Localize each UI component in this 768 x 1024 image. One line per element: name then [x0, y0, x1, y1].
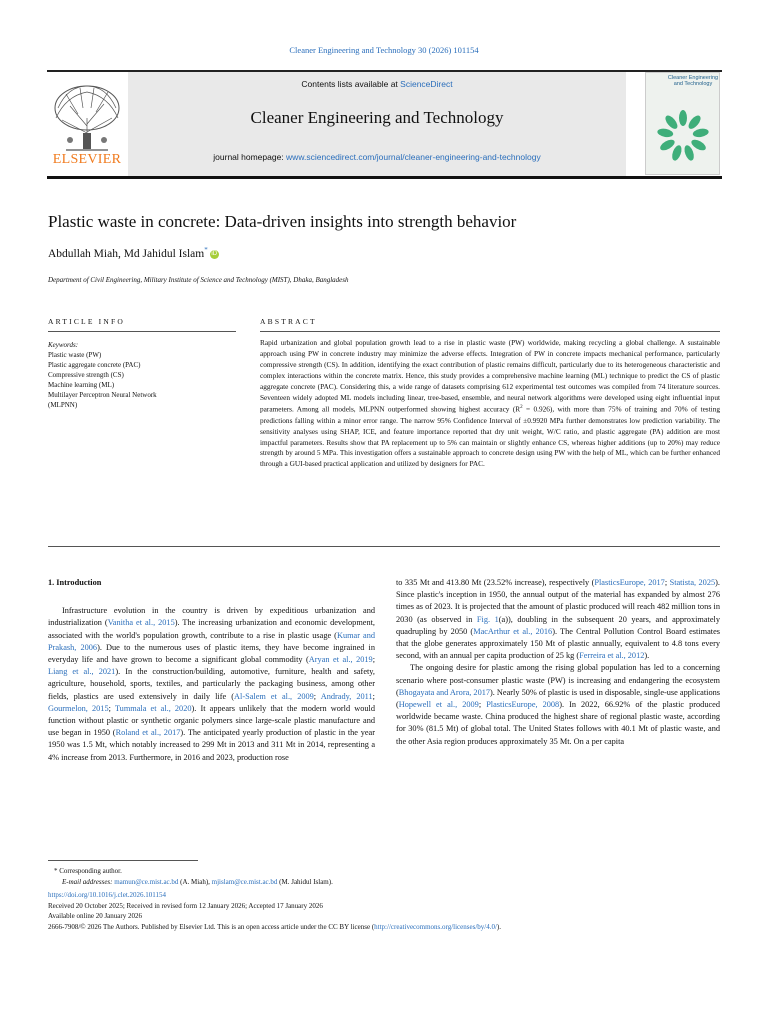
abstract-text — [260, 338, 720, 470]
citation-link[interactable]: Aryan et al., 2019 — [308, 655, 373, 665]
divider — [260, 331, 720, 332]
paragraph-text: (a)), doubling in the subsequent 20 years, and approximately quadrupling by 2050 ( — [396, 614, 720, 636]
available-date: Available online 20 January 2026 — [48, 912, 142, 921]
keyword: Plastic aggregate concrete (PAC) — [48, 361, 141, 369]
email-owner: (M. Jahidul Islam). — [277, 877, 333, 886]
citation-link[interactable]: Al-Salem et al., 2009 — [234, 691, 314, 701]
abstract-superscript: 2 — [520, 405, 523, 411]
paragraph-text: ). The anticipated yearly production of plastic in the year 1950 was 1.5 Mt, which notably increased to 299 Mt in 2013 and 311 Mt in 2014, representing a 4% increase from 2013. Furthermore, in 2016 and 2023, production rose — [48, 728, 375, 762]
header-bottom-rule — [47, 176, 722, 179]
paragraph-text: ). — [644, 651, 650, 661]
journal-title: Cleaner Engineering and Technology — [250, 108, 504, 127]
abstract-part: = 0.926), with more than 75% of training and 70% of testing predictions falling within a minor error range. The narrow 95% Confidence Interval of ±0.9920 MPa further demonstrates low prediction variability. The sensitivity analyses using SHAP, ICE, and feature importance reported that dry unit weight, W/C ratio, and plastic aggregate (PA) addition are most impactful parameters. Results show that PA replacement up to 5% can maintain or slightly enhance CS, whereas higher additions (up to 20%) may reduce strength by around 5 MPa. This investigation offers a sustainable approach to concrete design using PW with the help of ML, which can be further enhanced through a GUI-based practical application and utilized by designers for PAC. — [260, 404, 720, 469]
footnotes — [48, 866, 728, 933]
citation-link[interactable]: Liang et al., 2021 — [48, 667, 116, 677]
cover-title: Cleaner Engineering and Technology — [667, 75, 719, 87]
keyword: Machine learning (ML) — [48, 381, 115, 389]
corresponding-author-mark[interactable]: * — [204, 246, 208, 254]
email-link[interactable]: mjislam@ce.mist.ac.bd — [211, 877, 278, 886]
paragraph-text: ). The Central Pollution Control Board estimates that the globe generates approximately 150 Mt of plastic annually, equivalent to 4.8 tons every second, with an annual per capita production of 25 kg ( — [396, 626, 720, 661]
abstract-heading: ABSTRACT — [260, 317, 317, 326]
doi-link[interactable]: https://doi.org/10.1016/j.clet.2026.101154 — [48, 891, 167, 900]
citation-link[interactable]: Kumar and Prakash, 2006 — [48, 630, 375, 652]
section-heading-introduction: 1. Introduction — [48, 578, 102, 587]
paragraph-text: ; — [478, 700, 487, 710]
license-line — [48, 922, 728, 933]
citation-link[interactable]: Statista, 2025 — [669, 578, 716, 587]
paragraph-text: Infrastructure evolution in the country is driven by expeditious urbanization and industrialization ( — [48, 606, 375, 628]
citation-link[interactable]: Ferreira et al., 2012 — [579, 651, 645, 661]
contents-line — [128, 79, 626, 89]
keyword: Multilayer Perceptron Neural Network — [48, 391, 157, 399]
license-text: 2666-7908/© 2026 The Authors. Published by Elsevier Ltd. This is an open access article under the CC BY license ( — [48, 922, 375, 931]
paragraph-text: ; — [108, 703, 115, 713]
orcid-icon[interactable]: iD — [211, 250, 218, 257]
email-label: E-mail addresses: — [62, 877, 115, 886]
paragraph-text: The ongoing desire for plastic among the rising global population has led to a concerning scenario where post-consumer plastic waste (PW) is increasing and endangering the ecosystem ( — [396, 663, 720, 697]
cover-leaf-icon — [654, 105, 712, 167]
citation-link[interactable]: Andrady, 2011 — [320, 691, 373, 701]
received-dates: Received 20 October 2025; Received in revised form 12 January 2026; Accepted 17 January 2026 — [48, 901, 323, 910]
email-line — [48, 877, 728, 888]
paper-title: Plastic waste in concrete: Data-driven insights into strength behavior — [48, 212, 517, 231]
contents-prefix: Contents lists available at — [301, 79, 401, 89]
journal-homepage — [128, 152, 626, 162]
keyword: Compressive strength (CS) — [48, 371, 124, 379]
elsevier-wordmark: ELSEVIER — [52, 152, 122, 167]
paragraph-text: ; — [372, 655, 375, 665]
header-top-rule — [47, 70, 722, 72]
author-list: Abdullah Miah, Md Jahidul Islam* iD — [48, 246, 218, 260]
citation-link[interactable]: Tummala et al., 2020 — [114, 703, 192, 713]
paragraph-text: ). Nearly 50% of plastic is used in disposable, single-use applications ( — [396, 687, 720, 710]
paragraph-text: ). Since plastic's inception in 1950, the annual output of the material has expanded by almost 276 times as of 2023. It is projected that the amount of plastic produced will reach 482 million tons in 2030 (as observed in — [396, 578, 720, 624]
journal-citation-link[interactable]: Cleaner Engineering and Technology 30 (2026) 101154 — [289, 45, 479, 55]
email-owner: (A. Miah), — [178, 877, 212, 886]
body-paragraph — [48, 605, 375, 764]
homepage-link[interactable]: www.sciencedirect.com/journal/cleaner-engineering-and-technology — [286, 152, 541, 162]
divider — [48, 546, 720, 547]
journal-cover[interactable] — [645, 72, 720, 175]
abstract-part: Rapid urbanization and global population growth lead to a rise in plastic waste (PW) worldwide, making recycling a global challenge. A sustainable approach using PW in concrete industry may minimize the adverse effects. Integration of PW in concrete impacts mechanical performance, particularly compressive strength (CS). In addition, identifying the exact contribution of plastic remains difficult, particularly due to its heterogeneous characteristic and complex interactions within the concrete matrix. Hence, this study provides a comprehensive machine learning (ML) technique to predict the CS of plastic aggregate concrete (PAC). Considering this, a wide range of datasets comprising 612 experimental test outcomes was compiled from 74 literature sources. Seventeen widely adopted ML models including linear, tree-based, ensemble, and neural network algorithms were developed using eight influential input parameters. Among all models, MLPNN outperformed showing highest accuracy (R — [260, 338, 720, 414]
sciencedirect-link[interactable]: ScienceDirect — [400, 79, 453, 89]
divider — [48, 331, 236, 332]
citation-link[interactable]: MacArthur et al., 2016 — [473, 626, 553, 636]
keyword: Plastic waste (PW) — [48, 351, 102, 359]
keyword: (MLPNN) — [48, 401, 78, 409]
paragraph-text: ). In 2022, 66.92% of the plastic produced worldwide became waste. China produced the highest share of regional plastic waste, according for 30% (81.5 Mt) of global total. The United States follows with 40.1 Mt of plastic waste, and the other Asia region produces approximately 35 Mt. On a per capita — [396, 700, 720, 746]
citation-link[interactable]: Hopewell et al., 2009 — [398, 700, 479, 710]
paragraph-text: ; — [372, 691, 375, 701]
citation-link[interactable]: Bhogayata and Arora, 2017 — [398, 687, 491, 697]
paragraph-text: ). It appears unlikely that the modern world would function without plastic or synthetic organic polymers since large-scale plastic manufacture and use began in 1950 ( — [48, 703, 375, 738]
body-paragraph — [396, 577, 720, 662]
footnote-rule — [48, 860, 198, 861]
paragraph-text: ). Due to the numerous uses of plastic items, they have become ingrained in everyday life and have grown to become a significant global commodity ( — [48, 642, 376, 665]
paragraph-text: ; — [313, 691, 321, 701]
body-column-left — [48, 577, 375, 764]
paragraph-text: to 335 Mt and 413.80 Mt (23.52% increase), respectively ( — [396, 578, 595, 587]
author-name[interactable]: Md Jahidul Islam — [123, 247, 205, 260]
paragraph-text: ). In the construction/building, automotive, furniture, health and safety, agriculture, household, sports, textiles, and particularly the packaging business, among other fields, plastics are used extensively in daily life ( — [48, 667, 375, 701]
citation-link[interactable]: Fig. 1 — [476, 614, 499, 624]
paragraph-text: ). The increasing urbanization and economic development, associated with the world's population growth, contribute to a rise in plastic usage ( — [48, 618, 375, 640]
citation-link[interactable]: PlasticsEurope, 2008 — [486, 700, 560, 710]
license-link[interactable]: http://creativecommons.org/licenses/by/4.0/ — [374, 922, 497, 931]
citation-link[interactable]: Roland et al., 2017 — [115, 728, 181, 738]
author-name[interactable]: Abdullah Miah — [48, 247, 118, 260]
homepage-prefix: journal homepage: — [213, 152, 287, 162]
email-link[interactable]: mamun@ce.mist.ac.bd — [114, 877, 179, 886]
citation-link[interactable]: Vanitha et al., 2015 — [107, 618, 175, 628]
corresponding-note: * Corresponding author. — [54, 867, 122, 875]
article-info-heading: ARTICLE INFO — [48, 317, 125, 326]
license-text: ). — [496, 922, 502, 931]
keywords-list — [48, 340, 238, 410]
citation-link[interactable]: Gourmelon, 2015 — [48, 703, 109, 713]
affiliation: Department of Civil Engineering, Military Institute of Science and Technology (MIST), Dhaka, Bangladesh — [48, 276, 349, 284]
body-column-right — [396, 577, 720, 748]
keywords-label: Keywords: — [48, 341, 79, 349]
paragraph-text: ; — [664, 578, 670, 587]
citation-link[interactable]: PlasticsEurope, 2017 — [594, 578, 665, 587]
body-paragraph — [396, 662, 720, 747]
